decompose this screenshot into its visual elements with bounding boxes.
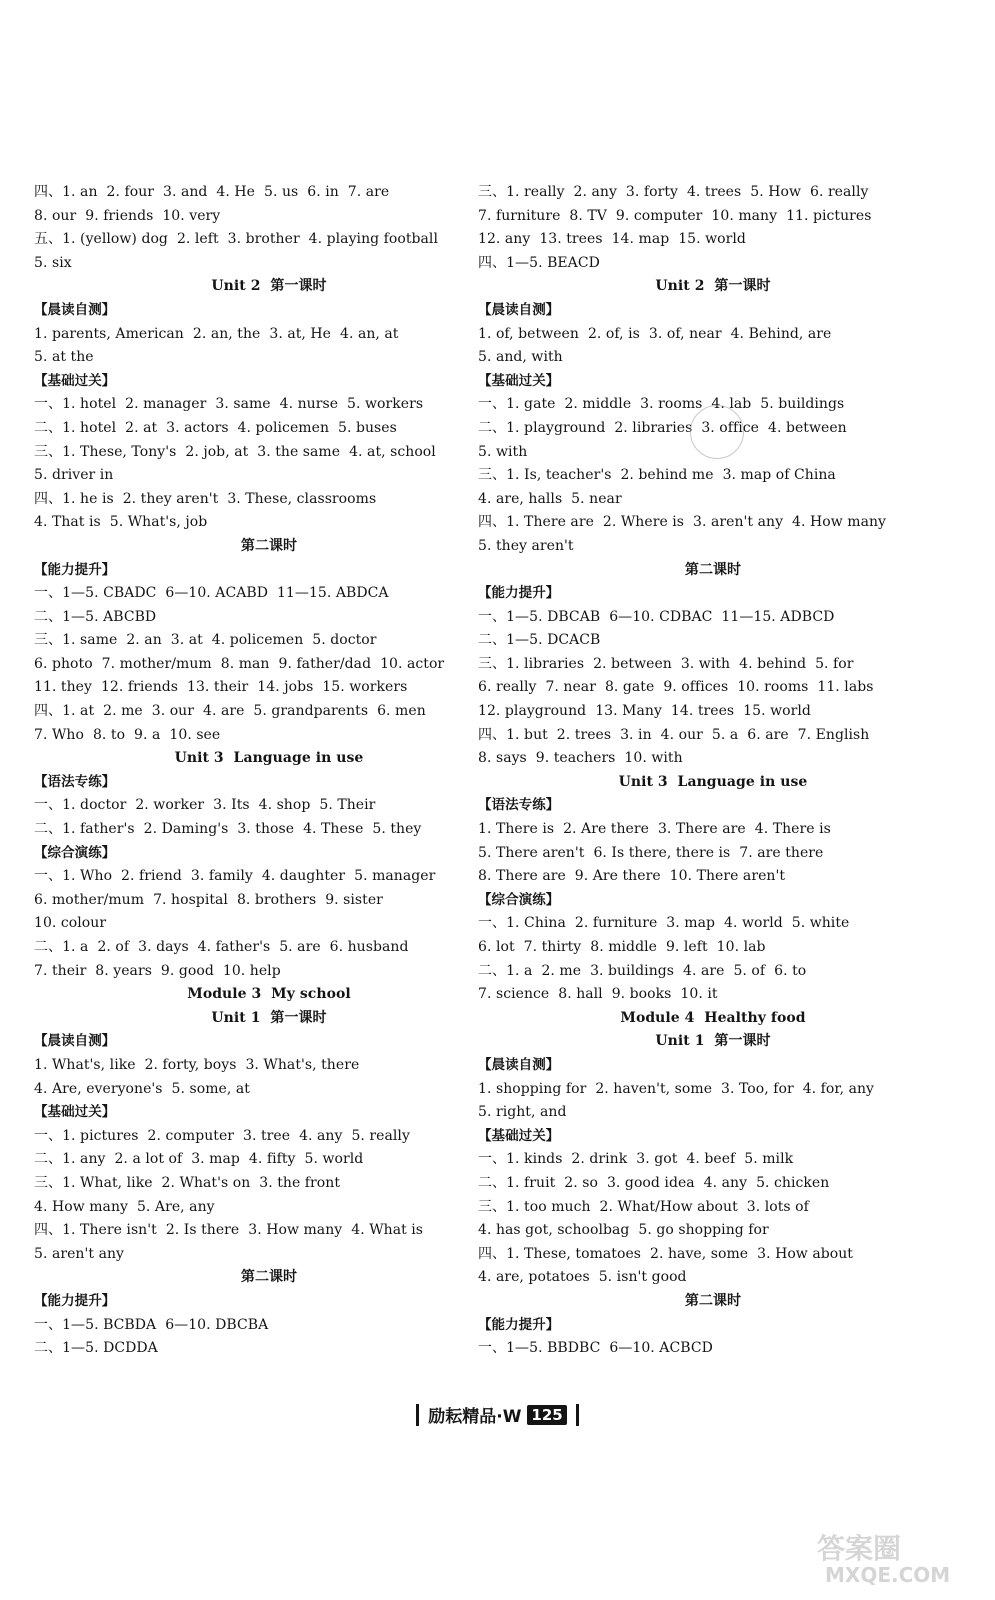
answer-line: 1. shopping for 2. haven't, some 3. Too, for 4. for, any <box>478 1080 875 1097</box>
watermark-url: MXQE.COM <box>825 1563 951 1586</box>
answer-line: 四、1. These, tomatoes 2. have, some 3. How about <box>478 1245 853 1262</box>
answer-line: 7. their 8. years 9. good 10. help <box>34 962 281 979</box>
answer-line: 4. Are, everyone's 5. some, at <box>34 1080 250 1097</box>
page-footer <box>0 1402 995 1427</box>
section-heading: 【基础过关】 <box>478 1127 560 1144</box>
answer-line: 1. of, between 2. of, is 3. of, near 4. Behind, are <box>478 325 832 342</box>
answer-line: 7. Who 8. to 9. a 10. see <box>34 726 221 743</box>
unit-heading: Unit 3 Language in use <box>618 773 808 790</box>
answer-line: 4. are, potatoes 5. isn't good <box>478 1269 687 1286</box>
answer-line: 二、1. father's 2. Daming's 3. those 4. These 5. they <box>34 821 422 838</box>
answer-line: 8. There are 9. Are there 10. There aren't <box>478 868 786 885</box>
answer-line: 5. right, and <box>478 1104 567 1121</box>
unit-heading: Module 3 My school <box>187 986 351 1003</box>
answer-line: 11. they 12. friends 13. their 14. jobs 15. workers <box>34 679 408 696</box>
stamp-mark <box>690 405 744 459</box>
section-heading: 【基础过关】 <box>478 372 560 389</box>
answer-line: 三、1. too much 2. What/How about 3. lots of <box>478 1198 809 1215</box>
section-heading: 【语法专练】 <box>478 797 560 814</box>
page-number-badge: 125 <box>527 1405 566 1425</box>
answer-line: 二、1—5. DCDDA <box>34 1340 158 1357</box>
watermark-text: 答案圈 <box>817 1532 902 1565</box>
answer-line: 5. at the <box>34 349 94 366</box>
section-heading: 【综合演练】 <box>34 844 116 861</box>
section-heading: 【能力提升】 <box>34 561 116 578</box>
answer-line: 5. driver in <box>34 467 114 484</box>
answer-line: 四、1. he is 2. they aren't 3. These, classrooms <box>34 490 377 507</box>
answer-line: 一、1. doctor 2. worker 3. Its 4. shop 5. Their <box>34 797 376 814</box>
section-heading: 【能力提升】 <box>478 1316 560 1333</box>
answer-line: 5. they aren't <box>478 537 574 554</box>
answer-line: 8. our 9. friends 10. very <box>34 207 221 224</box>
answer-line: 一、1—5. CBADC 6—10. ACABD 11—15. ABDCA <box>34 585 389 602</box>
footer-bar-left <box>416 1404 419 1426</box>
answer-line: 三、1. really 2. any 3. forty 4. trees 5. How 6. really <box>478 184 869 200</box>
answer-line: 二、1—5. DCACB <box>478 632 601 649</box>
answer-line: 一、1. China 2. furniture 3. map 4. world 5. white <box>478 915 850 932</box>
unit-heading: Unit 1 第一课时 <box>655 1033 771 1050</box>
answer-line: 一、1—5. DBCAB 6—10. CDBAC 11—15. ADBCD <box>478 608 835 625</box>
answer-line: 一、1. kinds 2. drink 3. got 4. beef 5. milk <box>478 1151 794 1168</box>
left-column <box>34 181 504 1361</box>
answer-line: 1. There is 2. Are there 3. There are 4. There is <box>478 821 831 838</box>
answer-line: 四、1. but 2. trees 3. in 4. our 5. a 6. are 7. English <box>478 726 870 743</box>
answer-line: 三、1. These, Tony's 2. job, at 3. the same 4. at, school <box>34 443 436 460</box>
section-heading: 【基础过关】 <box>34 372 116 389</box>
answer-line: 6. really 7. near 8. gate 9. offices 10. rooms 11. labs <box>478 679 874 696</box>
unit-heading: Unit 1 第一课时 <box>211 1009 327 1026</box>
section-heading: 【晨读自测】 <box>34 1033 116 1050</box>
unit-heading: 第二课时 <box>240 537 298 554</box>
watermark-logo <box>815 1528 975 1586</box>
answer-line: 一、1—5. BCBDA 6—10. DBCBA <box>34 1316 269 1333</box>
section-heading: 【晨读自测】 <box>34 301 116 318</box>
answer-line: 7. furniture 8. TV 9. computer 10. many 11. pictures <box>478 207 872 224</box>
answer-line: 12. playground 13. Many 14. trees 15. world <box>478 703 811 720</box>
answer-line: 三、1. same 2. an 3. at 4. policemen 5. doctor <box>34 632 377 649</box>
answer-line: 三、1. libraries 2. between 3. with 4. behind 5. for <box>478 655 854 672</box>
answer-line: 三、1. Is, teacher's 2. behind me 3. map of China <box>478 467 836 484</box>
answer-line: 5. aren't any <box>34 1245 124 1262</box>
answer-line: 4. has got, schoolbag 5. go shopping for <box>478 1222 769 1239</box>
answer-line: 1. What's, like 2. forty, boys 3. What's, there <box>34 1056 360 1073</box>
answer-line: 6. mother/mum 7. hospital 8. brothers 9. sister <box>34 891 383 908</box>
answer-line: 7. science 8. hall 9. books 10. it <box>478 986 718 1003</box>
answer-line: 二、1. a 2. of 3. days 4. father's 5. are 6. husband <box>34 939 409 955</box>
section-heading: 【晨读自测】 <box>478 1056 560 1073</box>
answer-line: 4. That is 5. What's, job <box>34 514 208 531</box>
answer-line: 12. any 13. trees 14. map 15. world <box>478 231 746 248</box>
unit-heading: 第二课时 <box>684 561 742 578</box>
answer-line: 一、1—5. BBDBC 6—10. ACBCD <box>478 1340 713 1357</box>
answer-line: 三、1. What, like 2. What's on 3. the front <box>34 1174 341 1191</box>
section-heading: 【基础过关】 <box>34 1104 116 1121</box>
answer-line: 四、1—5. BEACD <box>478 254 600 271</box>
answer-line: 6. lot 7. thirty 8. middle 9. left 10. lab <box>478 939 766 955</box>
answer-line: 10. colour <box>34 915 107 932</box>
answer-line: 5. There aren't 6. Is there, there is 7. are there <box>478 844 824 861</box>
section-heading: 【能力提升】 <box>478 585 560 602</box>
section-heading: 【综合演练】 <box>478 891 560 908</box>
answer-line: 4. are, halls 5. near <box>478 490 622 507</box>
answer-line: 四、1. There isn't 2. Is there 3. How many 4. What is <box>34 1222 424 1239</box>
answer-line: 二、1—5. ABCBD <box>34 608 157 625</box>
unit-heading: Module 4 Healthy food <box>620 1009 806 1026</box>
footer-brand: 励耘精品·W <box>428 1407 522 1427</box>
right-column <box>478 181 948 1361</box>
answer-line: 8. says 9. teachers 10. with <box>478 750 683 767</box>
answer-line: 1. parents, American 2. an, the 3. at, He 4. an, at <box>34 325 399 342</box>
footer-bar-right <box>576 1404 579 1426</box>
answer-line: 6. photo 7. mother/mum 8. man 9. father/dad 10. actor <box>34 655 445 672</box>
answer-line: 一、1. Who 2. friend 3. family 4. daughter 5. manager <box>34 868 436 885</box>
answer-line: 二、1. a 2. me 3. buildings 4. are 5. of 6. to <box>478 962 807 979</box>
answer-line: 四、1. an 2. four 3. and 4. He 5. us 6. in 7. are <box>34 184 390 200</box>
section-heading: 【晨读自测】 <box>478 301 560 318</box>
answer-line: 5. with <box>478 443 528 460</box>
unit-heading: 第二课时 <box>684 1292 742 1309</box>
unit-heading: Unit 2 第一课时 <box>211 278 327 295</box>
unit-heading: Unit 2 第一课时 <box>655 278 771 295</box>
answer-line: 四、1. There are 2. Where is 3. aren't any 4. How many <box>478 514 887 531</box>
answer-line: 五、1. (yellow) dog 2. left 3. brother 4. playing football <box>34 231 438 248</box>
answer-line: 一、1. hotel 2. manager 3. same 4. nurse 5. workers <box>34 396 424 413</box>
answer-line: 二、1. any 2. a lot of 3. map 4. fifty 5. world <box>34 1151 364 1168</box>
answer-line: 四、1. at 2. me 3. our 4. are 5. grandparents 6. men <box>34 703 426 720</box>
answer-line: 二、1. fruit 2. so 3. good idea 4. any 5. chicken <box>478 1174 830 1191</box>
section-heading: 【语法专练】 <box>34 773 116 790</box>
answer-line: 一、1. gate 2. middle 3. rooms 4. lab 5. buildings <box>478 396 845 413</box>
answer-line: 4. How many 5. Are, any <box>34 1198 215 1215</box>
unit-heading: Unit 3 Language in use <box>174 750 364 767</box>
answer-line: 5. six <box>34 254 72 271</box>
answer-line: 一、1. pictures 2. computer 3. tree 4. any 5. really <box>34 1127 410 1144</box>
answer-line: 二、1. playground 2. libraries 3. office 4. between <box>478 419 847 436</box>
answer-line: 5. and, with <box>478 349 563 366</box>
unit-heading: 第二课时 <box>240 1269 298 1286</box>
section-heading: 【能力提升】 <box>34 1292 116 1309</box>
answer-line: 二、1. hotel 2. at 3. actors 4. policemen 5. buses <box>34 419 397 436</box>
